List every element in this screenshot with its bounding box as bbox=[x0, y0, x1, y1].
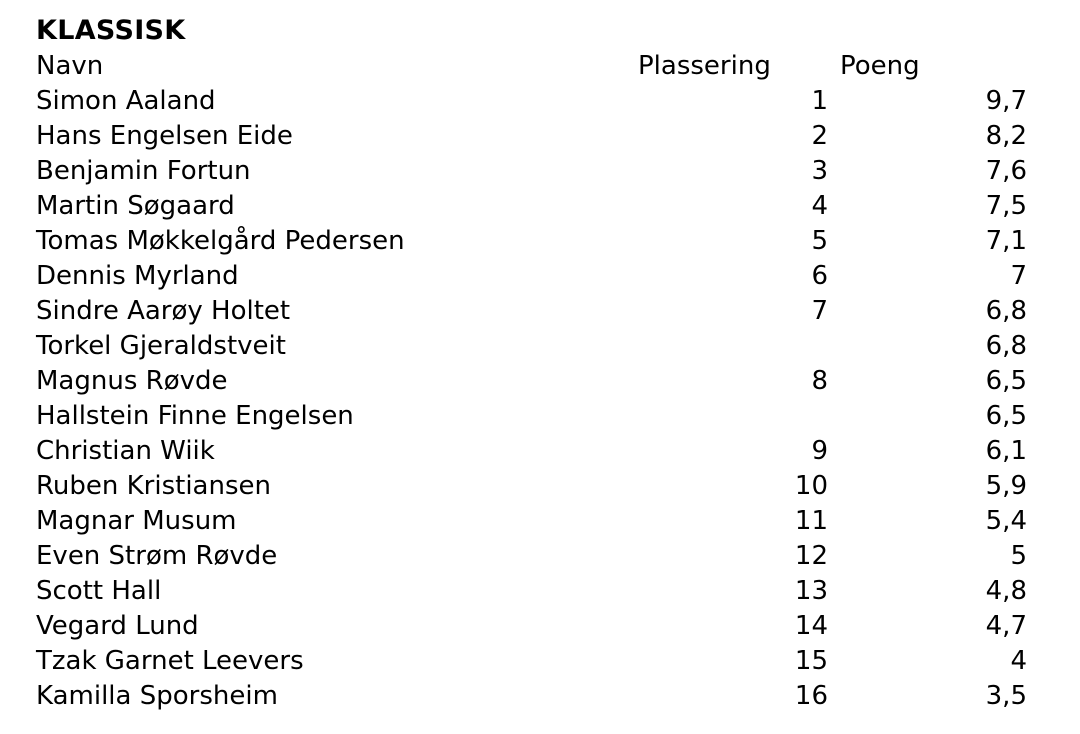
row-name: Benjamin Fortun bbox=[36, 156, 251, 186]
row-name: Martin Søgaard bbox=[36, 191, 235, 221]
header-place: Plassering bbox=[638, 51, 771, 81]
row-place: 6 bbox=[811, 261, 828, 291]
row-points: 7 bbox=[1010, 261, 1027, 291]
table-row bbox=[0, 84, 1080, 119]
table-row bbox=[0, 329, 1080, 364]
row-points: 4,7 bbox=[985, 611, 1027, 641]
row-place: 13 bbox=[794, 576, 828, 606]
row-place: 11 bbox=[794, 506, 828, 536]
row-place: 5 bbox=[811, 226, 828, 256]
row-name: Scott Hall bbox=[36, 576, 162, 606]
row-points: 3,5 bbox=[985, 681, 1027, 711]
row-place: 8 bbox=[811, 366, 828, 396]
row-place: 9 bbox=[811, 436, 828, 466]
table-header bbox=[0, 49, 1080, 84]
table-row bbox=[0, 504, 1080, 539]
row-place: 15 bbox=[794, 646, 828, 676]
row-points: 6,8 bbox=[985, 331, 1027, 361]
row-points: 7,5 bbox=[985, 191, 1027, 221]
row-place: 2 bbox=[811, 121, 828, 151]
row-points: 5,9 bbox=[985, 471, 1027, 501]
row-place: 16 bbox=[794, 681, 828, 711]
row-name: Tzak Garnet Leevers bbox=[36, 646, 304, 676]
row-points: 6,5 bbox=[985, 366, 1027, 396]
table-row bbox=[0, 364, 1080, 399]
row-points: 7,6 bbox=[985, 156, 1027, 186]
row-name: Torkel Gjeraldstveit bbox=[36, 331, 286, 361]
row-place: 12 bbox=[794, 541, 828, 571]
row-points: 4,8 bbox=[985, 576, 1027, 606]
table-row bbox=[0, 119, 1080, 154]
table-row bbox=[0, 539, 1080, 574]
table-row bbox=[0, 294, 1080, 329]
row-points: 7,1 bbox=[985, 226, 1027, 256]
row-place: 10 bbox=[794, 471, 828, 501]
row-points: 4 bbox=[1010, 646, 1027, 676]
row-points: 6,1 bbox=[985, 436, 1027, 466]
row-points: 6,8 bbox=[985, 296, 1027, 326]
row-place: 4 bbox=[811, 191, 828, 221]
table-row bbox=[0, 224, 1080, 259]
table-row bbox=[0, 154, 1080, 189]
row-name: Hans Engelsen Eide bbox=[36, 121, 293, 151]
table-row bbox=[0, 644, 1080, 679]
row-name: Tomas Møkkelgård Pedersen bbox=[36, 226, 405, 256]
table-row bbox=[0, 679, 1080, 714]
table-row bbox=[0, 574, 1080, 609]
section-title: KLASSISK bbox=[36, 15, 186, 46]
row-name: Vegard Lund bbox=[36, 611, 199, 641]
row-points: 9,7 bbox=[985, 86, 1027, 116]
row-name: Kamilla Sporsheim bbox=[36, 681, 278, 711]
row-name: Even Strøm Røvde bbox=[36, 541, 278, 571]
row-name: Christian Wiik bbox=[36, 436, 215, 466]
row-points: 6,5 bbox=[985, 401, 1027, 431]
header-points: Poeng bbox=[840, 51, 920, 81]
row-name: Ruben Kristiansen bbox=[36, 471, 271, 501]
row-name: Dennis Myrland bbox=[36, 261, 239, 291]
row-name: Magnus Røvde bbox=[36, 366, 228, 396]
row-name: Sindre Aarøy Holtet bbox=[36, 296, 291, 326]
row-points: 8,2 bbox=[985, 121, 1027, 151]
row-place: 1 bbox=[811, 86, 828, 116]
row-place: 7 bbox=[811, 296, 828, 326]
table-row bbox=[0, 609, 1080, 644]
table-row bbox=[0, 259, 1080, 294]
row-points: 5 bbox=[1010, 541, 1027, 571]
header-name: Navn bbox=[36, 51, 104, 81]
row-name: Magnar Musum bbox=[36, 506, 237, 536]
table-row bbox=[0, 399, 1080, 434]
table-row bbox=[0, 469, 1080, 504]
row-place: 14 bbox=[794, 611, 828, 641]
row-name: Simon Aaland bbox=[36, 86, 216, 116]
table-row bbox=[0, 189, 1080, 224]
table-row bbox=[0, 434, 1080, 469]
row-name: Hallstein Finne Engelsen bbox=[36, 401, 354, 431]
row-place: 3 bbox=[811, 156, 828, 186]
row-points: 5,4 bbox=[985, 506, 1027, 536]
